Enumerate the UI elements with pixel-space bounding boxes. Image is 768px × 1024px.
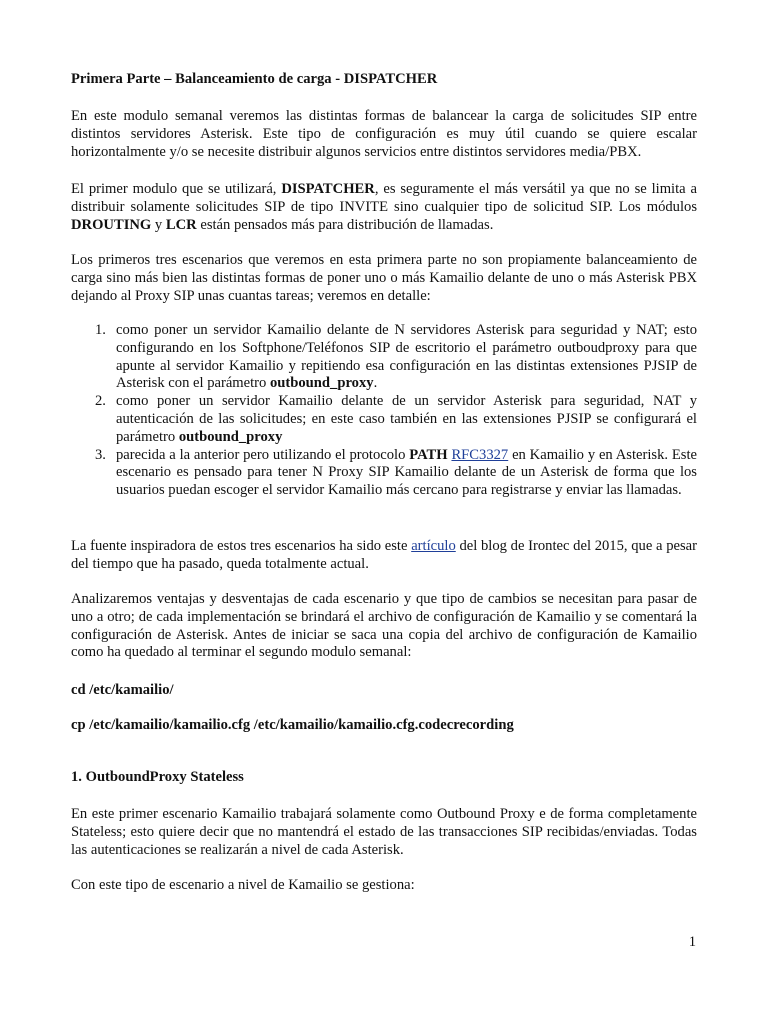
scenario-list: [71, 322, 697, 500]
rfc3327-link[interactable]: RFC3327: [451, 446, 509, 463]
paragraph-intro: En este modulo semanal veremos las distintas formas de balancear la carga de solicitudes SIP entre distintos servidores Asterisk. Este tipo de configuración es muy útil cuando se quiere escalar horizontalmente y/o se necesite distribuir algunos servicios entre distintos servidores media/PBX.: [71, 108, 697, 160]
command-cd: cd /etc/kamailio/: [71, 682, 174, 698]
section-heading: 1. OutboundProxy Stateless: [71, 769, 244, 785]
bold-lcr: LCR: [165, 216, 197, 233]
list-item: 2. como poner un servidor Kamailio delante de un servidor Asterisk para seguridad, NAT y autenticación de las solicitudes; en este caso también en las extensiones PJSIP se configurará el parámetro outbound_proxy: [95, 393, 697, 445]
document-title: Primera Parte – Balanceamiento de carga - DISPATCHER: [71, 71, 438, 87]
articulo-link[interactable]: artículo: [411, 538, 456, 554]
paragraph-dispatcher: El primer modulo que se utilizará, DISPATCHER, es seguramente el más versátil ya que no se limita a distribuir solamente solicitudes SIP de tipo INVITE sino cualquier tipo de solicitud SIP. Los módulos DROUTING y LCR están pensados más para distribución de llamadas.: [71, 181, 697, 233]
list-item: 1. como poner un servidor Kamailio delante de N servidores Asterisk para seguridad y NAT; esto configurando en los Softphone/Teléfonos SIP de escritorio el parámetro outboudproxy para que apunte al servidor Kamailio y repitiendo esa configuración en las distintas extensiones PJSIP de Asterisk con el parámetro outbound_proxy.: [95, 322, 697, 392]
paragraph-scenarios: Los primeros tres escenarios que veremos en esta primera parte no son propiamente balanceamiento de carga sino más bien las distintas formas de poner uno o más Kamailio delante de uno o más Asterisk PBX dejando al Proxy SIP unas cuantas tareas; veremos en detalle:: [71, 252, 697, 304]
list-item: 3. parecida a la anterior pero utilizando el protocolo PATH RFC3327 en Kamailio y en Asterisk. Este escenario es pensado para tener N Proxy SIP Kamailio delante de un Asterisk de forma que los usuarios puedan escoger el servidor Kamailio más cercano para registrarse y enviar las llamadas.: [95, 446, 697, 499]
bold-drouting: DROUTING: [71, 216, 152, 233]
bold-dispatcher: DISPATCHER: [281, 181, 375, 197]
paragraph-analysis: Analizaremos ventajas y desventajas de cada escenario y que tipo de cambios se necesitan para pasar de uno a otro; de cada implementación se brindará el archivo de configuración de Kamailio y se comentará la configuración de Asterisk. Antes de iniciar se saca una copia del archivo de configuración de Kamailio como ha quedado al terminar el segundo modulo semanal:: [71, 591, 697, 661]
command-cp: cp /etc/kamailio/kamailio.cfg /etc/kamailio/kamailio.cfg.codecrecording: [71, 717, 514, 733]
paragraph-gestiona: Con este tipo de escenario a nivel de Kamailio se gestiona:: [71, 877, 415, 893]
page-number: 1: [688, 934, 696, 950]
paragraph-stateless: En este primer escenario Kamailio trabajará solamente como Outbound Proxy e de forma completamente Stateless; esto quiere decir que no mantendrá el estado de las transacciones SIP recibidas/enviadas. Todas las autenticaciones se realizarán a nivel de cada Asterisk.: [71, 806, 697, 858]
paragraph-source: La fuente inspiradora de estos tres escenarios ha sido este artículo del blog de Irontec del 2015, que a pesar del tiempo que ha pasado, queda totalmente actual.: [71, 538, 698, 572]
